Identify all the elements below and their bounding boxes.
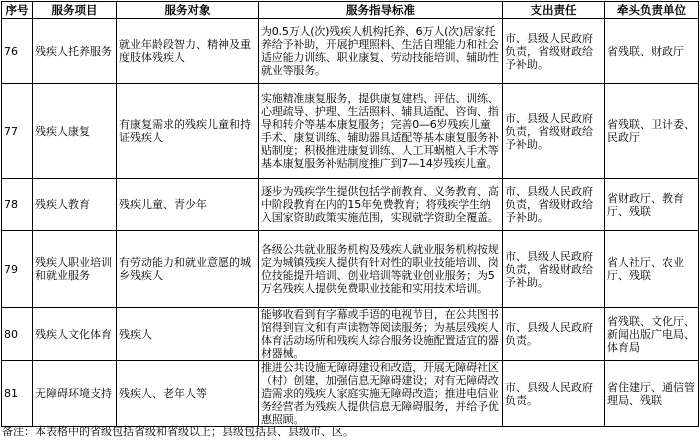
row-item: 残疾人教育 xyxy=(33,179,117,231)
row-lead: 省残联、卫计委、民政厅 xyxy=(605,84,699,179)
row-item: 无障碍环境支持 xyxy=(33,361,117,427)
header-lead: 牵头负责单位 xyxy=(605,2,699,19)
row-expense: 市、县级人民政府负责，省级财政给予补助。 xyxy=(503,231,605,308)
table-header-row xyxy=(2,2,699,19)
table-row xyxy=(2,361,699,427)
row-item: 残疾人职业培训和就业服务 xyxy=(33,231,117,308)
header-expense: 支出责任 xyxy=(503,2,605,19)
row-target: 就业年龄段智力、精神及重度肢体残疾人 xyxy=(117,19,259,84)
row-expense: 市、县级人民政府负责。 xyxy=(503,308,605,361)
row-target: 残疾人、老年人等 xyxy=(117,361,259,427)
row-lead: 省财政厅、教育厅、残联 xyxy=(605,179,699,231)
row-lead: 省残联、文化厅、新闻出版广电局、体育局 xyxy=(605,308,699,361)
row-target: 有劳动能力和就业意愿的城乡残疾人 xyxy=(117,231,259,308)
row-target: 有康复需求的残疾儿童和持证残疾人 xyxy=(117,84,259,179)
row-no: 79 xyxy=(2,231,33,308)
row-no: 77 xyxy=(2,84,33,179)
row-expense: 市、县级人民政府负责。 xyxy=(503,361,605,427)
table-row xyxy=(2,179,699,231)
table-row xyxy=(2,231,699,308)
row-no: 78 xyxy=(2,179,33,231)
table-row xyxy=(2,19,699,84)
table-row xyxy=(2,308,699,361)
row-standard: 能够收看到有字幕或手语的电视节目，在公共图书馆得到盲文和有声读物等阅读服务；为基层残疾人体育活动场所和残疾人综合服务设施配置适宜的器材器械。 xyxy=(259,308,503,361)
services-table xyxy=(1,1,699,427)
row-expense: 市、县级人民政府负责，省级财政给予补助。 xyxy=(503,179,605,231)
row-expense: 市、县级人民政府负责，省级财政给予补助。 xyxy=(503,19,605,84)
row-item: 残疾人文化体育 xyxy=(33,308,117,361)
row-no: 80 xyxy=(2,308,33,361)
row-no: 76 xyxy=(2,19,33,84)
row-item: 残疾人康复 xyxy=(33,84,117,179)
header-item: 服务项目 xyxy=(33,2,117,19)
row-expense: 市、县级人民政府负责，省级财政给予补助。 xyxy=(503,84,605,179)
row-standard: 逐步为残疾学生提供包括学前教育、义务教育、高中阶段教育在内的15年免费教育；将残疾学生纳入国家资助政策实施范围，实现就学资助全覆盖。 xyxy=(259,179,503,231)
header-no: 序号 xyxy=(2,2,33,19)
row-lead: 省人社厅、农业厅、残联 xyxy=(605,231,699,308)
row-target: 残疾儿童、青少年 xyxy=(117,179,259,231)
row-lead: 省住建厅、通信管理局、残联 xyxy=(605,361,699,427)
row-no: 81 xyxy=(2,361,33,427)
header-target: 服务对象 xyxy=(117,2,259,19)
table-note: 备注：本表格中的省级包括省级和省级以上；县级包括县、县级市、区。 xyxy=(2,425,354,438)
row-standard: 推进公共设施无障碍建设和改造，开展无障碍社区（村）创建，加强信息无障碍建设；对有无障碍改造需求的残疾人家庭实施无障碍改造；推进电信业务经营者为残疾人提供信息无障碍服务，并给予优惠照顾。 xyxy=(259,361,503,427)
header-standard: 服务指导标准 xyxy=(259,2,503,19)
row-standard: 各级公共就业服务机构及残疾人就业服务机构按规定为城镇残疾人提供有针对性的职业技能培训、岗位技能提升培训、创业培训等就业创业服务；为5万名残疾人提供免费职业技能和实用技术培训。 xyxy=(259,231,503,308)
row-standard: 实施精准康复服务，提供康复建档、评估、训练、心理疏导、护理、生活照料、辅具适配、咨询、指导和转介等基本康复服务；完善0—6岁残疾儿童手术、康复训练、辅助器具适配等基本康复服务补贴制度；积极推进康复训练、人工耳蜗植入手术等基本康复服务补贴制度推广到7—14岁残疾儿童。 xyxy=(259,84,503,179)
row-lead: 省残联、财政厅 xyxy=(605,19,699,84)
row-target: 残疾人 xyxy=(117,308,259,361)
row-standard: 为0.5万人(次)残疾人机构托养、6万人(次)居家托养给予补助，开展护理照料、生活自理能力和社会适应能力训练、职业康复、劳动技能培训、辅助性就业等服务。 xyxy=(259,19,503,84)
row-item: 残疾人托养服务 xyxy=(33,19,117,84)
table-row xyxy=(2,84,699,179)
